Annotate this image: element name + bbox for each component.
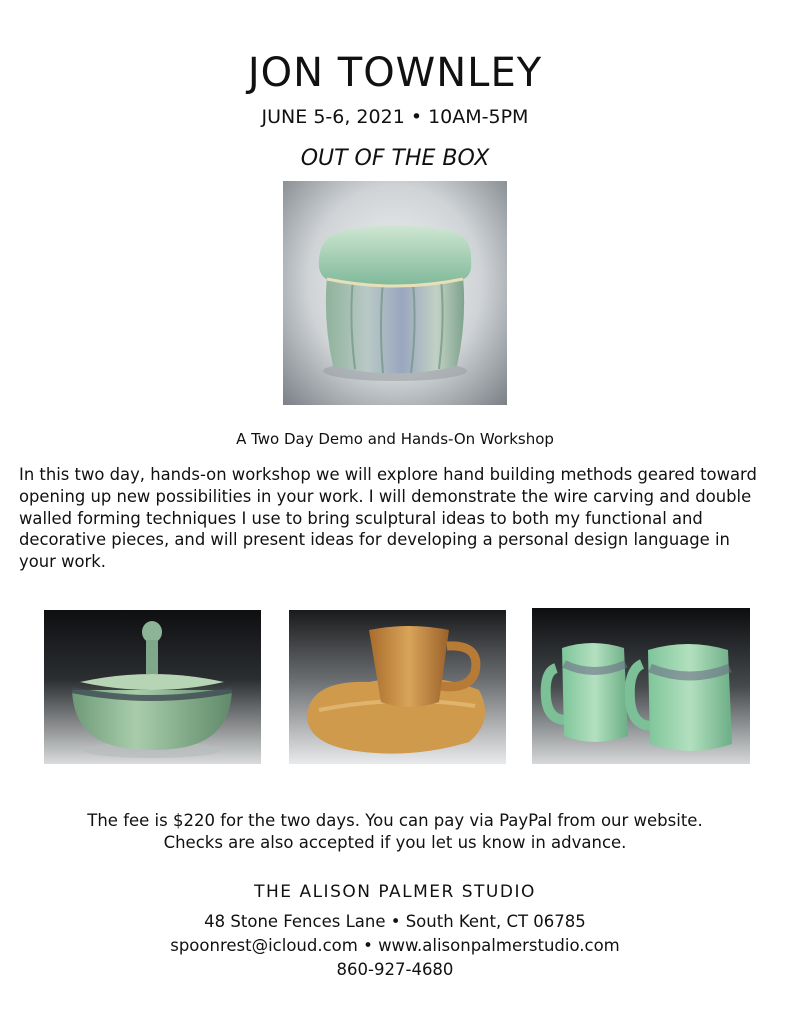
studio-address: 48 Stone Fences Lane • South Kent, CT 06785 [204,912,586,931]
workshop-tagline: A Two Day Demo and Hands-On Workshop [236,430,554,448]
studio-contact [0,910,790,982]
page-title: JON TOWNLEY [247,50,543,96]
fee-line-2: Checks are also accepted if you let us know in advance. [163,833,627,852]
photo-lidded-bowl [44,610,261,764]
fee-line-1: The fee is $220 for the two days. You can pay via PayPal from our website. [87,811,703,830]
workshop-description: In this two day, hands-on workshop we will explore hand building methods geared toward opening up new possibilities in your work. I will demonstrate the wire carving and double walled forming techniques I use to bring sculptural ideas to both my functional and decorative pieces, and will present ideas for developing a personal design language in your work. [19,465,757,572]
workshop-subtitle: OUT OF THE BOX [300,146,490,171]
photo-amber-cup-saucer [289,610,506,764]
studio-name: THE ALISON PALMER STUDIO [254,882,536,902]
fee-info [0,810,790,854]
photo-two-green-mugs [532,608,750,764]
hero-photo-lidded-box [283,181,507,405]
event-dates: JUNE 5-6, 2021 • 10AM-5PM [261,106,529,128]
studio-phone: 860-927-4680 [336,960,454,979]
studio-email-website[interactable]: spoonrest@icloud.com • www.alisonpalmerstudio.com [170,936,620,955]
